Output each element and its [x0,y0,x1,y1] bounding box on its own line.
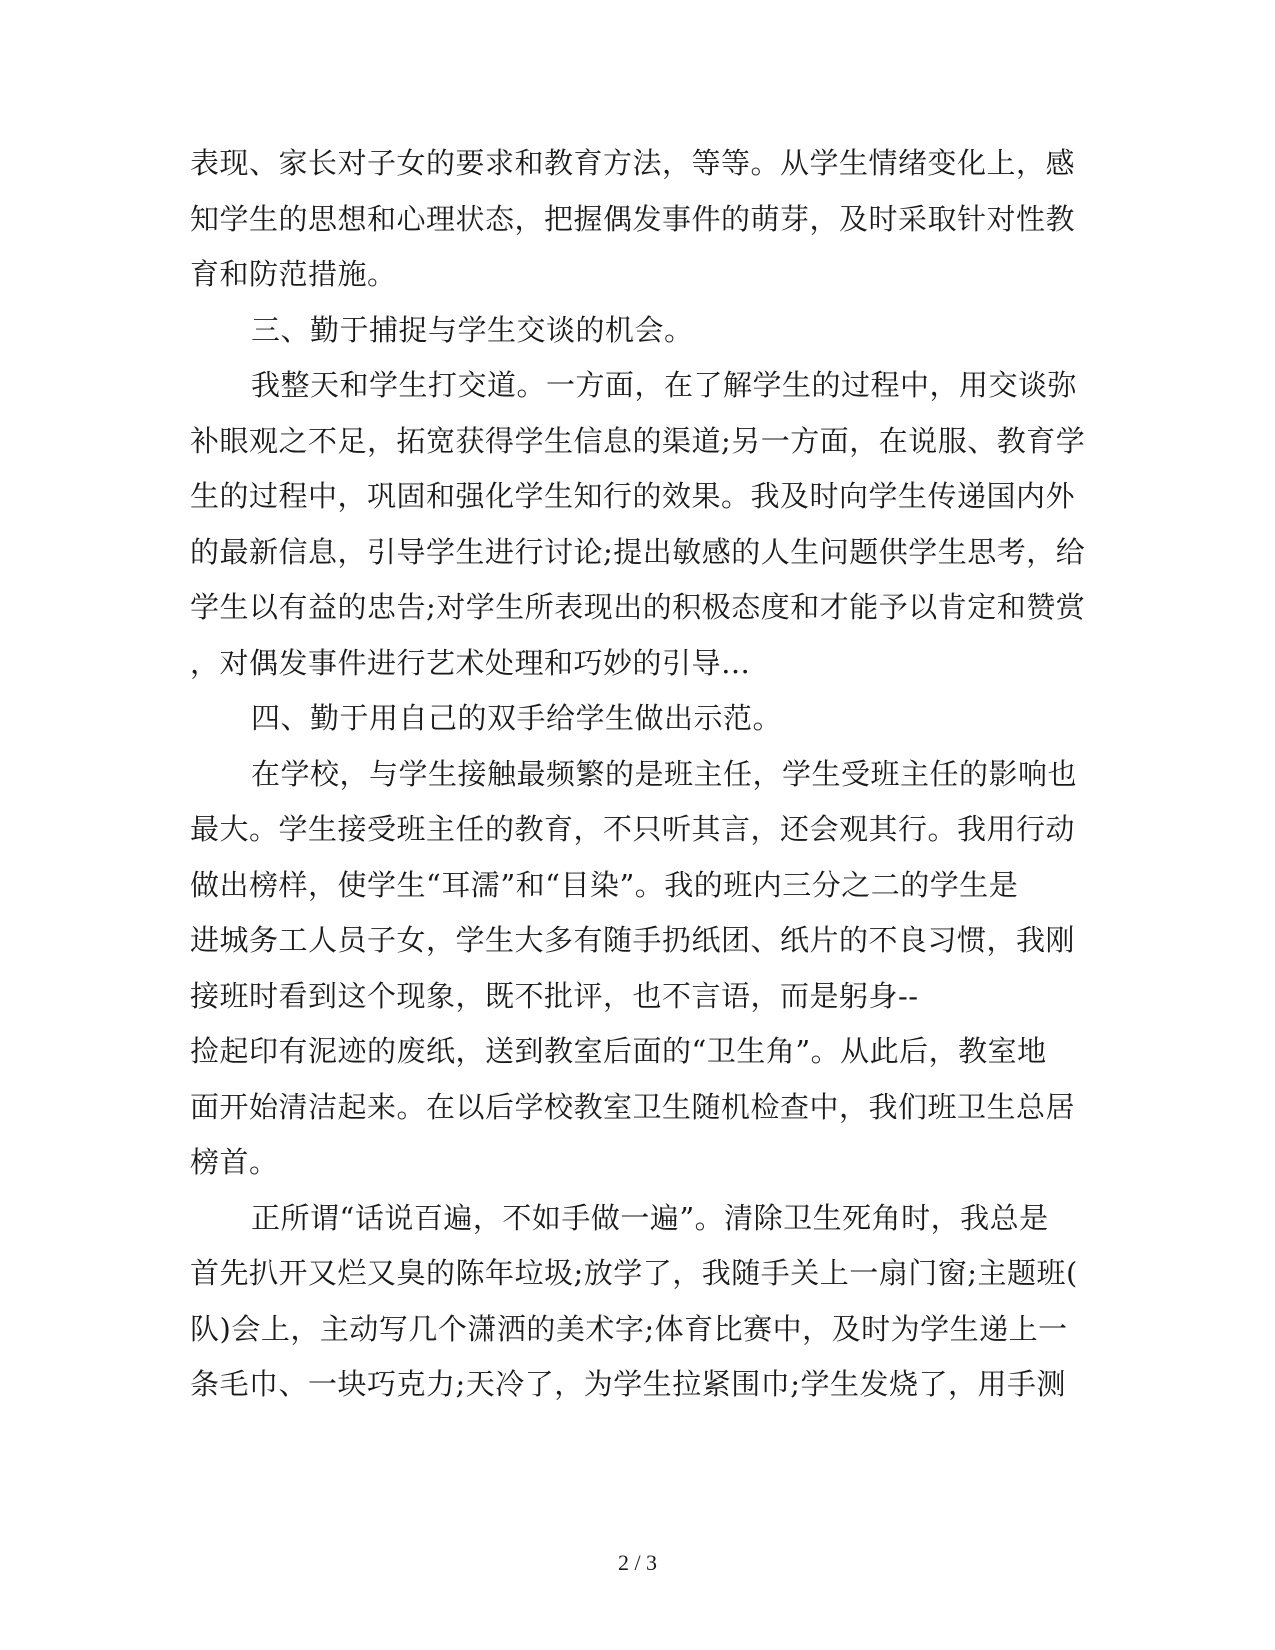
body-text-line: 表现、家长对子女的要求和教育方法，等等。从学生情绪变化上，感 [190,146,1076,180]
body-text-line: 首先扒开又烂又臭的陈年垃圾;放学了，我随手关上一扇门窗;主题班( [190,1256,1078,1290]
body-text-line: 队)会上，主动写几个潇洒的美术字;体育比赛中，及时为学生递上一 [190,1312,1068,1346]
body-text-line: 正所谓“话说百遍，不如手做一遍”。清除卫生死角时，我总是 [251,1201,1049,1235]
body-text-line: 生的过程中，巩固和强化学生知行的效果。我及时向学生传递国内外 [190,479,1076,513]
body-text-line: 榜首。 [190,1145,279,1179]
body-text-line: 在学校，与学生接触最频繁的是班主任，学生受班主任的影响也 [251,757,1078,791]
body-text-line: 补眼观之不足，拓宽获得学生信息的渠道;另一方面，在说服、教育学 [190,424,1086,458]
section-heading: 三、勤于捕捉与学生交谈的机会。 [251,313,694,347]
body-text-line: 面开始清洁起来。在以后学校教室卫生随机检查中，我们班卫生总居 [190,1090,1076,1124]
body-text-line: 进城务工人员子女，学生大多有随手扔纸团、纸片的不良习惯，我刚 [190,923,1076,957]
body-text-line: 知学生的思想和心理状态，把握偶发事件的萌芽，及时采取针对性教 [190,202,1076,236]
page-number: 2 / 3 [617,1550,658,1575]
body-text-line: 做出榜样，使学生“耳濡”和“目染”。我的班内三分之二的学生是 [190,868,1019,902]
body-text-line: 学生以有益的忠告;对学生所表现出的积极态度和才能予以肯定和赞赏 [190,590,1086,624]
body-text-line: 育和防范措施。 [190,257,397,291]
body-text-line: 接班时看到这个现象，既不批评，也不言语，而是躬身-- [190,979,919,1013]
body-text-line: 最大。学生接受班主任的教育，不只听其言，还会观其行。我用行动 [190,812,1076,846]
body-text-line: ，对偶发事件进行艺术处理和巧妙的引导… [190,646,751,680]
body-text-line: 的最新信息，引导学生进行讨论;提出敏感的人生问题供学生思考，给 [190,535,1086,569]
body-text-line: 捡起印有泥迹的废纸，送到教室后面的“卫生角”。从此后，教室地 [190,1034,1047,1068]
section-heading: 四、勤于用自己的双手给学生做出示范。 [251,701,783,735]
body-text-line: 我整天和学生打交道。一方面，在了解学生的过程中，用交谈弥 [251,368,1078,402]
body-text-line: 条毛巾、一块巧克力;天冷了，为学生拉紧围巾;学生发烧了，用手测 [190,1367,1067,1401]
